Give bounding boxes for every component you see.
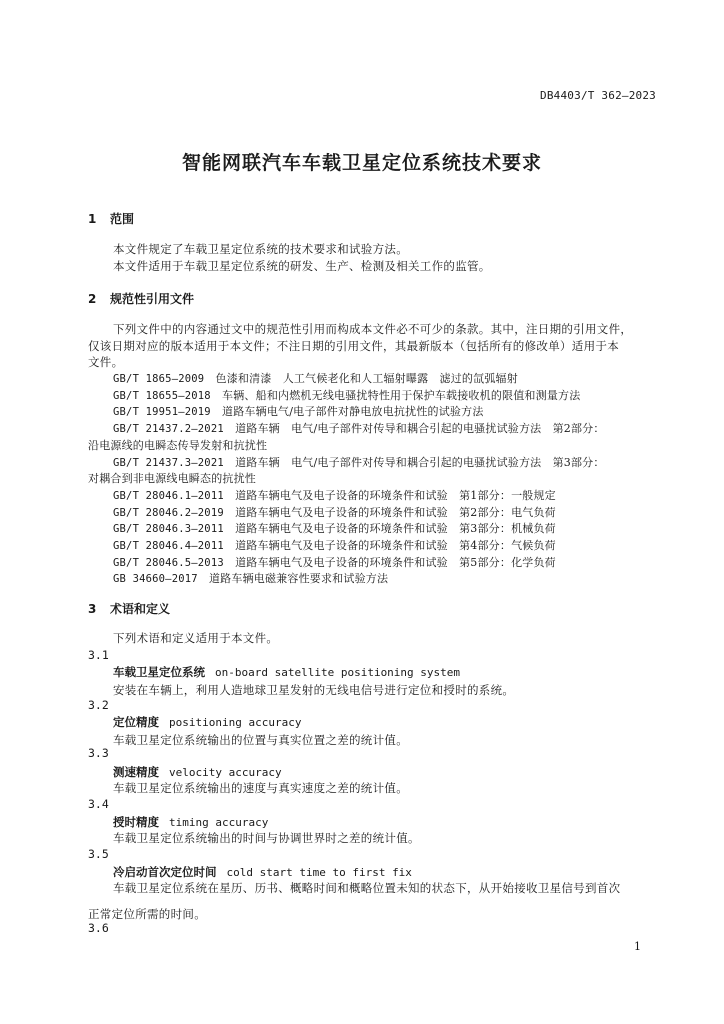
reference-item xyxy=(113,454,605,470)
term-definition: 正常定位所需的时间。 xyxy=(88,907,206,921)
reference-item xyxy=(113,537,556,553)
reference-title: 道路车辆电气及电子设备的环境条件和试验 第3部分：机械负荷 xyxy=(235,522,556,536)
reference-code: GB/T 28046.3—2011 xyxy=(113,523,224,536)
reference-code: GB/T 21437.3—2021 xyxy=(113,456,224,469)
reference-title: 道路车辆电气及电子设备的环境条件和试验 第5部分：化学负荷 xyxy=(235,555,556,569)
term-definition: 车载卫星定位系统输出的位置与真实位置之差的统计值。 xyxy=(113,733,408,747)
term-entry xyxy=(113,714,301,730)
reference-code: GB/T 28046.4—2011 xyxy=(113,540,224,552)
reference-item xyxy=(113,387,580,403)
section-title: 范围 xyxy=(110,212,135,226)
page-number: 1 xyxy=(634,940,641,953)
reference-item xyxy=(113,403,484,419)
reference-item xyxy=(113,504,556,520)
reference-code: GB 34660—2017 xyxy=(113,573,198,586)
document-title: 智能网联汽车车载卫星定位系统技术要求 xyxy=(181,152,542,174)
term-en: velocity accuracy xyxy=(169,766,282,779)
reference-item xyxy=(113,520,556,536)
section-title: 规范性引用文件 xyxy=(110,292,195,306)
reference-code: GB/T 28046.2—2019 xyxy=(113,506,224,519)
term-entry xyxy=(113,764,282,780)
reference-code: GB/T 18655—2018 xyxy=(113,389,211,402)
paragraph: 本文件规定了车载卫星定位系统的技术要求和试验方法。 xyxy=(113,242,408,256)
reference-code: GB/T 21437.2—2021 xyxy=(113,423,224,436)
term-en: timing accuracy xyxy=(169,816,269,829)
reference-item xyxy=(113,370,518,386)
reference-title: 道路车辆 电气/电子部件对传导和耦合引起的电骚扰试验方法 第2部分： xyxy=(235,422,605,436)
reference-continuation xyxy=(88,470,256,486)
paragraph-line: 下列文件中的内容通过文中的规范性引用而构成本文件必不可少的条款。其中，注日期的引用文件， xyxy=(113,322,633,336)
reference-title: 道路车辆 电气/电子部件对传导和耦合引起的电骚扰试验方法 第3部分： xyxy=(235,455,605,469)
section-heading-scope xyxy=(88,210,134,227)
term-en: cold start time to first fix xyxy=(226,866,412,879)
reference-title: 道路车辆电气/电子部件对静电放电抗扰性的试验方法 xyxy=(222,405,484,419)
section-number: 2 xyxy=(88,292,97,306)
document-number: DB4403/T 362—2023 xyxy=(540,89,656,102)
term-zh: 授时精度 xyxy=(113,815,159,829)
section-heading-terms xyxy=(88,600,170,617)
reference-title: 道路车辆电磁兼容性要求和试验方法 xyxy=(208,572,389,586)
term-en: on-board satellite positioning system xyxy=(215,666,461,679)
paragraph: 下列术语和定义适用于本文件。 xyxy=(113,631,279,645)
reference-code: GB/T 1865—2009 xyxy=(113,373,205,385)
term-number: 3.5 xyxy=(88,847,109,861)
section-number: 3 xyxy=(88,602,97,616)
section-heading-normative-references xyxy=(88,290,194,307)
reference-title: 道路车辆电气及电子设备的环境条件和试验 第4部分：气候负荷 xyxy=(235,539,556,552)
reference-code: GB/T 28046.5—2013 xyxy=(113,556,224,569)
term-definition: 车载卫星定位系统输出的速度与真实速度之差的统计值。 xyxy=(113,781,408,795)
term-zh: 冷启动首次定位时间 xyxy=(113,865,217,879)
term-entry xyxy=(113,814,268,830)
reference-title: 车辆、船和内燃机无线电骚扰特性用于保护车载接收机的限值和测量方法 xyxy=(222,388,581,402)
reference-title: 沿电源线的电瞬态传导发射和抗扰性 xyxy=(88,438,268,452)
paragraph-line: 仅该日期对应的版本适用于本文件；不注日期的引用文件，其最新版本（包括所有的修改单）适用于本 xyxy=(88,339,619,353)
section-number: 1 xyxy=(88,212,97,226)
term-number: 3.2 xyxy=(88,698,109,712)
section-title: 术语和定义 xyxy=(110,602,171,616)
reference-code: GB/T 19951—2019 xyxy=(113,406,211,419)
term-zh: 车载卫星定位系统 xyxy=(113,665,205,679)
term-number: 3.6 xyxy=(88,921,109,935)
term-number: 3.1 xyxy=(88,648,109,662)
paragraph: 本文件适用于车载卫星定位系统的研发、生产、检测及相关工作的监管。 xyxy=(113,259,491,273)
reference-continuation xyxy=(88,437,267,453)
term-definition: 车载卫星定位系统输出的时间与协调世界时之差的统计值。 xyxy=(113,831,420,845)
reference-title: 对耦合到非电源线电瞬态的抗扰性 xyxy=(88,472,256,486)
reference-item xyxy=(113,420,605,436)
term-number: 3.4 xyxy=(88,797,109,811)
term-entry xyxy=(113,864,412,880)
reference-title: 色漆和清漆 人工气候老化和人工辐射曝露 滤过的氙弧辐射 xyxy=(215,372,518,385)
term-en: positioning accuracy xyxy=(169,716,302,729)
term-number: 3.3 xyxy=(88,746,109,760)
term-definition: 车载卫星定位系统在星历、历书、概略时间和概略位置未知的状态下，从开始接收卫星信号到首次 xyxy=(113,881,621,895)
reference-item xyxy=(113,487,556,503)
reference-item xyxy=(113,570,388,586)
paragraph-line: 文件。 xyxy=(88,355,124,369)
reference-code: GB/T 28046.1—2011 xyxy=(113,489,224,502)
reference-item xyxy=(113,554,556,570)
term-definition: 安装在车辆上，利用人造地球卫星发射的无线电信号进行定位和授时的系统。 xyxy=(113,683,515,697)
term-entry xyxy=(113,664,460,680)
reference-title: 道路车辆电气及电子设备的环境条件和试验 第2部分：电气负荷 xyxy=(235,505,556,519)
term-zh: 定位精度 xyxy=(113,715,159,729)
reference-title: 道路车辆电气及电子设备的环境条件和试验 第1部分：一般规定 xyxy=(235,488,556,502)
term-zh: 测速精度 xyxy=(113,765,159,779)
